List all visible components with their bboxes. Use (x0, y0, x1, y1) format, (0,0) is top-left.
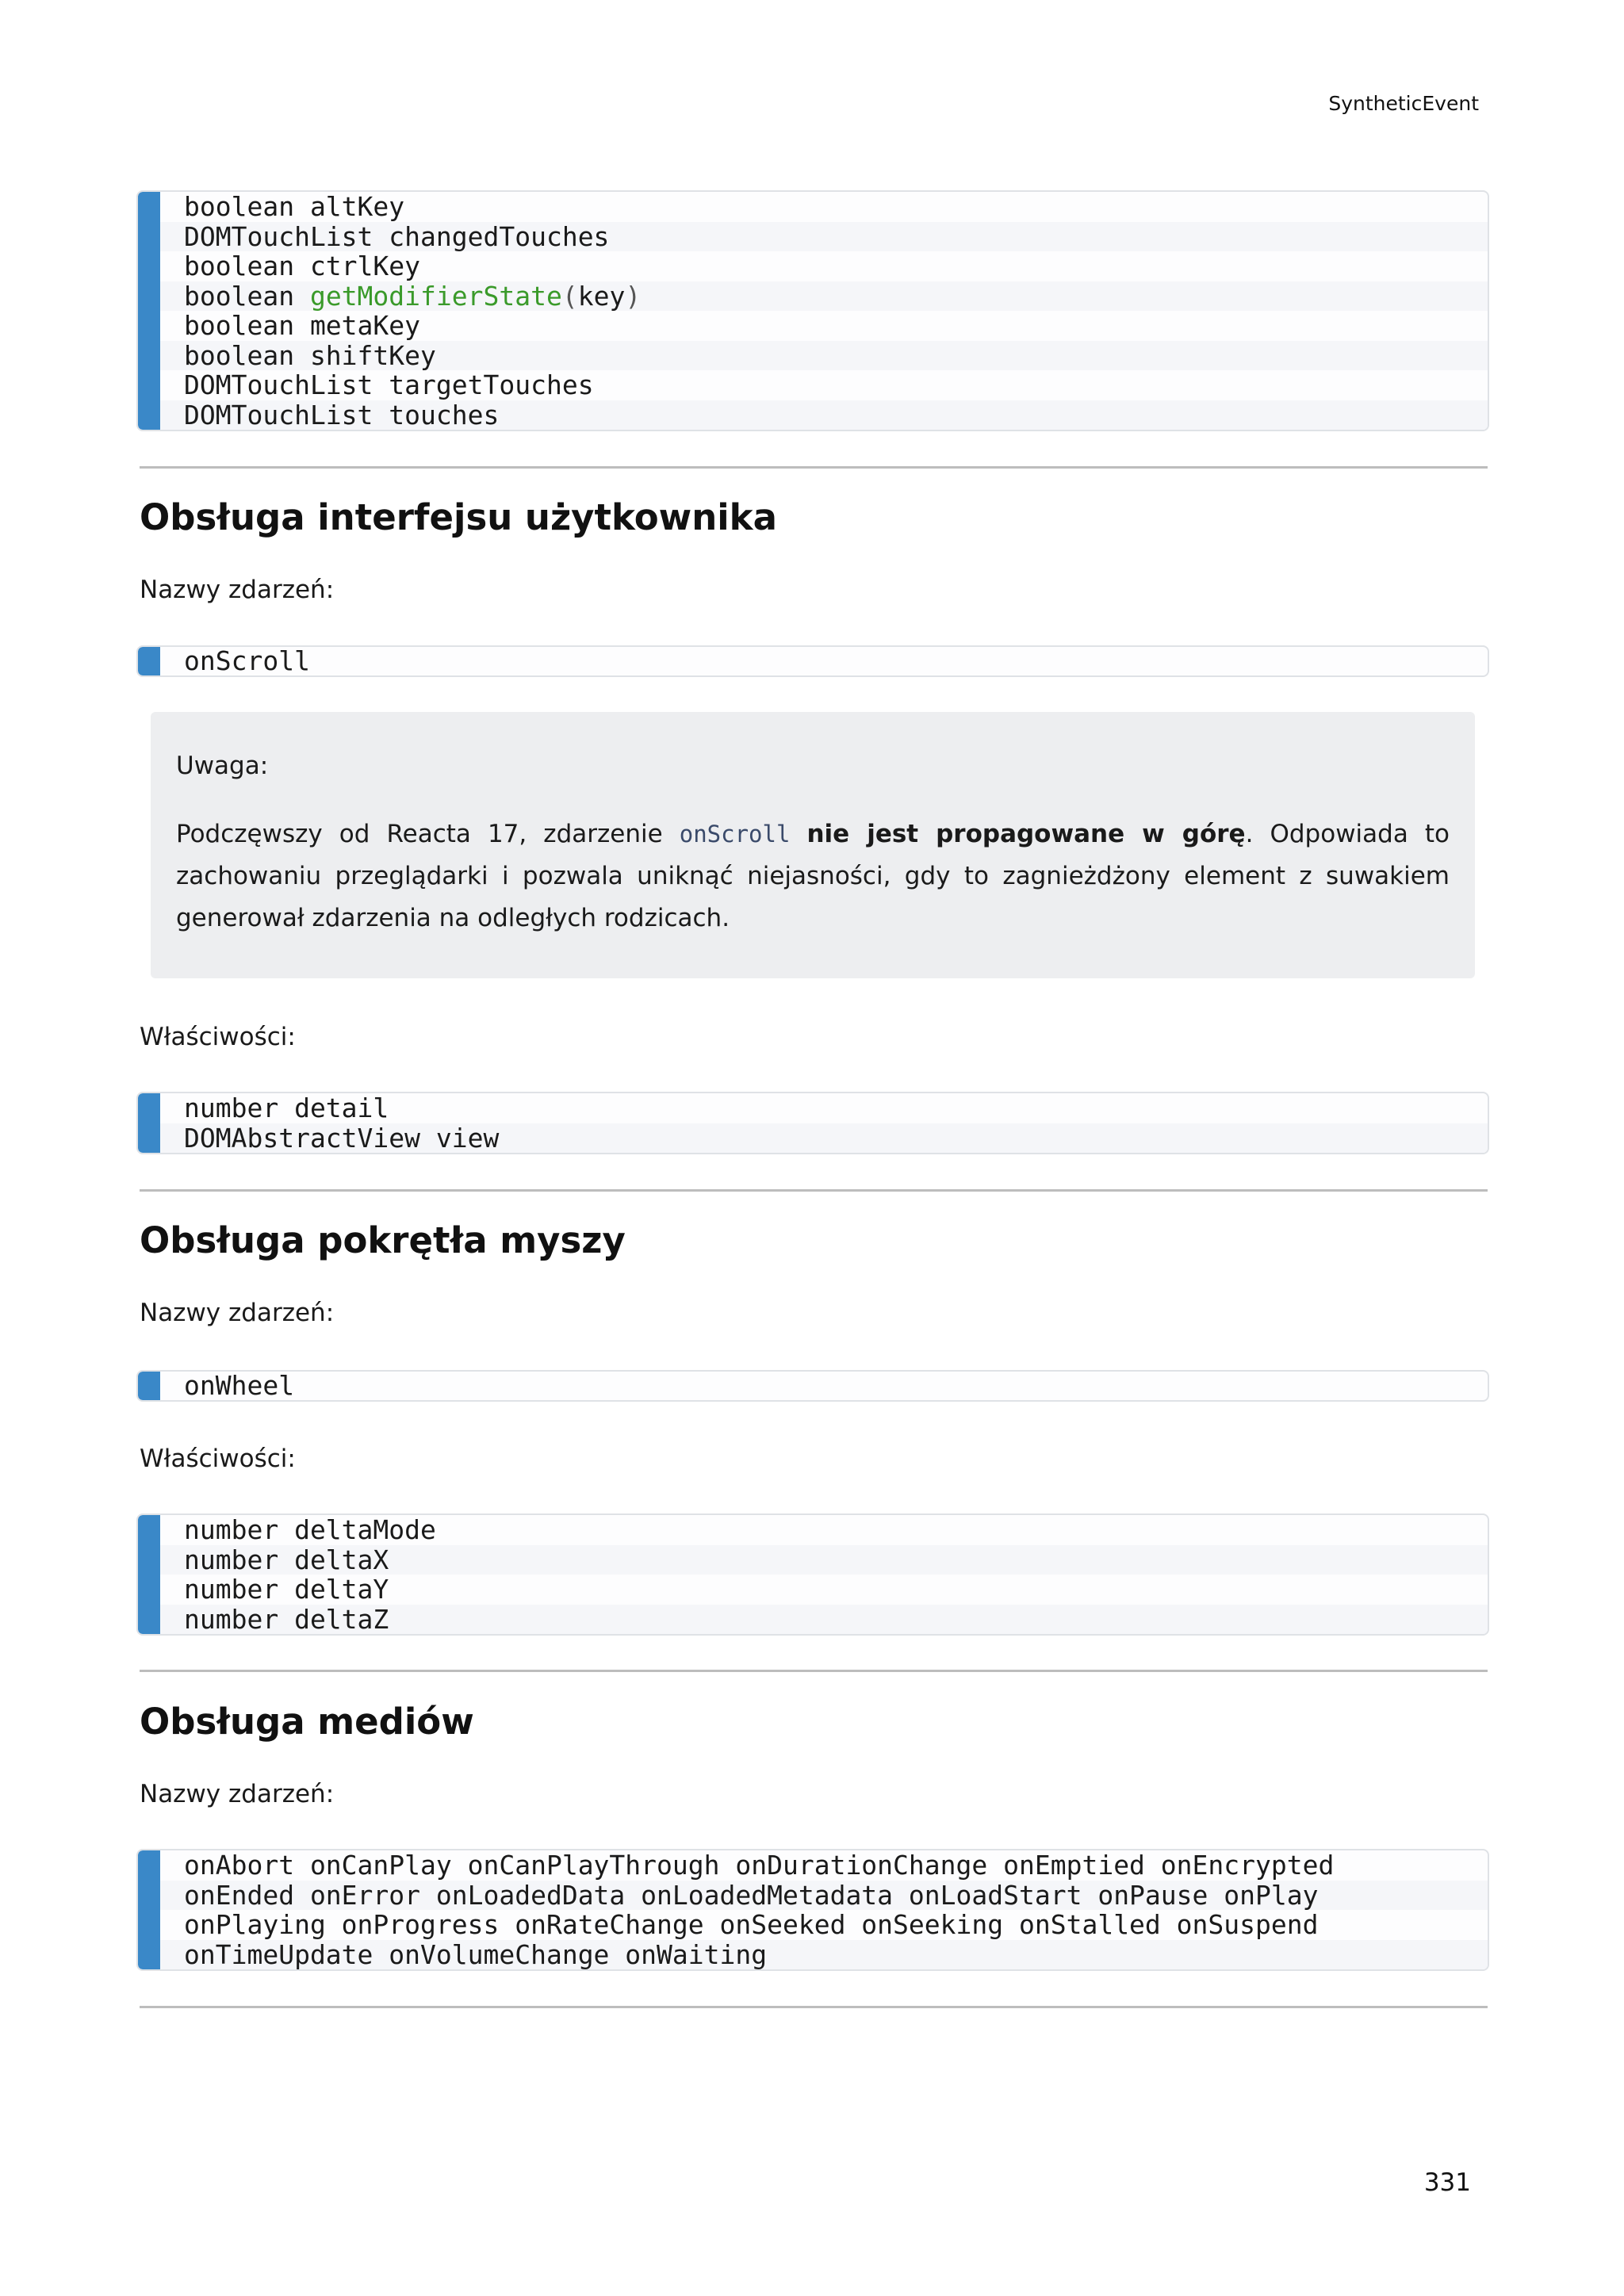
code-line: boolean ctrlKey (184, 251, 421, 281)
ui-properties-code-block (136, 1092, 1489, 1154)
code-argument: key (577, 280, 626, 312)
section-divider (140, 2006, 1488, 2008)
code-line: number deltaY (184, 1574, 389, 1605)
note-box (151, 712, 1475, 978)
note-text-after: . Odpowiada to zachowaniu przeglądarki i pozwala uniknąć niejasności, gdy to zagnieżdżony element z suwakiem generował zdarzenia na odległych rodzicach. (176, 820, 1450, 932)
code-line: number detail (184, 1093, 389, 1123)
event-names-label: Nazwy zdarzeń: (140, 1780, 335, 1808)
note-text-before: Podczęwszy od Reacta 17, zdarzenie (176, 820, 680, 848)
section-divider (140, 1670, 1488, 1672)
note-bold-text: nie jest propagowane w górę (806, 820, 1246, 848)
code-line: onPlaying onProgress onRateChange onSeeked onSeeking onStalled onSuspend (184, 1909, 1319, 1940)
code-line: boolean shiftKey (138, 341, 1488, 371)
code-line: number deltaZ (138, 1605, 1488, 1635)
code-line: number deltaX (138, 1545, 1488, 1575)
code-line: boolean altKey (184, 191, 405, 222)
code-line: onEnded onError onLoadedData onLoadedMetadata onLoadStart onPause onPlay (138, 1881, 1488, 1911)
code-type: boolean (184, 280, 310, 312)
code-function-name: getModifierState (309, 280, 562, 312)
code-line: number deltaMode (184, 1514, 436, 1545)
page-number: 331 (1423, 2168, 1471, 2197)
section-heading-wheel: Obsługa pokrętła myszy (140, 1219, 626, 1261)
event-names-label: Nazwy zdarzeń: (140, 576, 335, 604)
code-paren-open: ( (561, 280, 578, 312)
section-divider (140, 466, 1488, 469)
section-heading-ui: Obsługa interfejsu użytkownika (140, 496, 777, 538)
code-line: onWheel (184, 1370, 295, 1401)
code-line-get-modifier-state (138, 281, 1488, 312)
note-title: Uwaga: (176, 752, 269, 780)
code-line: DOMTouchList changedTouches (138, 222, 1488, 252)
media-events-code-block (136, 1849, 1489, 1971)
wheel-events-code-block (136, 1370, 1489, 1402)
properties-label: Właściwości: (140, 1023, 296, 1051)
section-divider (140, 1189, 1488, 1192)
code-line: DOMAbstractView view (138, 1123, 1488, 1154)
event-names-label: Nazwy zdarzeń: (140, 1299, 335, 1327)
code-line: onTimeUpdate onVolumeChange onWaiting (138, 1940, 1488, 1970)
running-header: SyntheticEvent (1328, 92, 1479, 115)
touch-properties-code-block (136, 190, 1489, 431)
code-line: onAbort onCanPlay onCanPlayThrough onDurationChange onEmptied onEncrypted (184, 1850, 1335, 1881)
code-paren-close: ) (625, 280, 642, 312)
code-line: onScroll (184, 645, 310, 676)
code-line: DOMTouchList touches (138, 400, 1488, 430)
section-heading-media: Obsługa mediów (140, 1701, 474, 1743)
code-line: DOMTouchList targetTouches (184, 369, 594, 400)
note-text (176, 813, 1450, 939)
code-line: boolean metaKey (184, 310, 421, 341)
properties-label: Właściwości: (140, 1445, 296, 1473)
wheel-properties-code-block (136, 1513, 1489, 1636)
note-inline-code: onScroll (679, 821, 791, 848)
ui-events-code-block (136, 645, 1489, 677)
